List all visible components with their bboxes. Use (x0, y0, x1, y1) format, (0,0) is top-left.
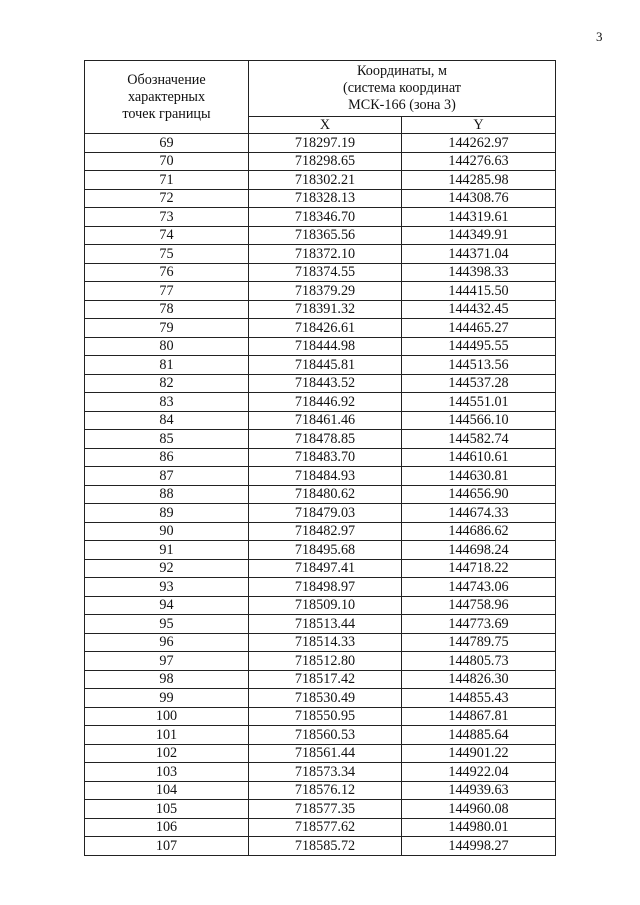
point-cell: 102 (85, 744, 249, 763)
y-coordinate-cell: 144998.27 (402, 837, 556, 856)
table-row (85, 263, 556, 282)
x-coordinate-cell: 718512.80 (249, 652, 402, 671)
x-coordinate-cell: 718509.10 (249, 596, 402, 615)
point-cell: 101 (85, 726, 249, 745)
table-row (85, 541, 556, 560)
point-header-line: точек границы (122, 105, 211, 122)
table-row (85, 134, 556, 153)
coords-header-line: МСК-166 (зона 3) (348, 97, 456, 113)
y-coordinate-cell: 144826.30 (402, 670, 556, 689)
table-row (85, 818, 556, 837)
point-cell: 100 (85, 707, 249, 726)
point-cell: 76 (85, 263, 249, 282)
y-coordinate-cell: 144432.45 (402, 300, 556, 319)
y-coordinate-cell: 144686.62 (402, 522, 556, 541)
table-row (85, 245, 556, 264)
x-coordinate-cell: 718560.53 (249, 726, 402, 745)
point-header-line: Обозначение (127, 71, 206, 88)
table-row (85, 300, 556, 319)
y-coordinate-cell: 144415.50 (402, 282, 556, 301)
y-coordinate-cell: 144371.04 (402, 245, 556, 264)
y-coordinate-cell: 144674.33 (402, 504, 556, 523)
y-coordinate-cell: 144630.81 (402, 467, 556, 486)
x-coordinate-cell: 718374.55 (249, 263, 402, 282)
x-coordinate-cell: 718446.92 (249, 393, 402, 412)
y-coordinate-cell: 144743.06 (402, 578, 556, 597)
x-coordinate-cell: 718561.44 (249, 744, 402, 763)
x-coordinate-cell: 718365.56 (249, 226, 402, 245)
table-row (85, 633, 556, 652)
table-row (85, 337, 556, 356)
point-cell: 98 (85, 670, 249, 689)
table-row (85, 596, 556, 615)
point-cell: 104 (85, 781, 249, 800)
x-coordinate-cell: 718298.65 (249, 152, 402, 171)
point-cell: 69 (85, 134, 249, 153)
table-row (85, 282, 556, 301)
table-row (85, 707, 556, 726)
table-row (85, 393, 556, 412)
table-row (85, 800, 556, 819)
y-coordinate-cell: 144262.97 (402, 134, 556, 153)
x-coordinate-cell: 718444.98 (249, 337, 402, 356)
point-cell: 92 (85, 559, 249, 578)
y-coordinate-cell: 144582.74 (402, 430, 556, 449)
point-cell: 85 (85, 430, 249, 449)
x-coordinate-cell: 718576.12 (249, 781, 402, 800)
y-coordinate-cell: 144939.63 (402, 781, 556, 800)
header-row-top (85, 61, 556, 117)
x-coordinate-cell: 718482.97 (249, 522, 402, 541)
y-coordinate-cell: 144276.63 (402, 152, 556, 171)
coordinates-group-header (249, 61, 556, 117)
point-cell: 86 (85, 448, 249, 467)
point-cell: 96 (85, 633, 249, 652)
x-coordinate-cell: 718372.10 (249, 245, 402, 264)
y-coordinate-cell: 144551.01 (402, 393, 556, 412)
table-row (85, 578, 556, 597)
x-coordinate-cell: 718573.34 (249, 763, 402, 782)
y-coordinate-cell: 144855.43 (402, 689, 556, 708)
point-cell: 97 (85, 652, 249, 671)
point-designation-header (85, 61, 249, 134)
point-cell: 105 (85, 800, 249, 819)
table-row (85, 522, 556, 541)
coordinates-table (84, 60, 556, 856)
table-row (85, 411, 556, 430)
table-row (85, 152, 556, 171)
y-coordinate-cell: 144537.28 (402, 374, 556, 393)
table-row (85, 226, 556, 245)
y-coordinate-cell: 144398.33 (402, 263, 556, 282)
x-coordinate-cell: 718443.52 (249, 374, 402, 393)
point-cell: 81 (85, 356, 249, 375)
x-coordinate-cell: 718302.21 (249, 171, 402, 190)
table-row (85, 504, 556, 523)
x-coordinate-cell: 718328.13 (249, 189, 402, 208)
x-coordinate-cell: 718577.62 (249, 818, 402, 837)
coords-header-line: (система координат (343, 80, 461, 96)
point-cell: 87 (85, 467, 249, 486)
x-coordinate-cell: 718445.81 (249, 356, 402, 375)
x-coordinate-cell: 718484.93 (249, 467, 402, 486)
y-coordinate-cell: 144805.73 (402, 652, 556, 671)
y-coordinate-cell: 144980.01 (402, 818, 556, 837)
y-column-header: Y (402, 117, 556, 134)
table-row (85, 744, 556, 763)
table-row (85, 670, 556, 689)
point-cell: 80 (85, 337, 249, 356)
coords-header-line: Координаты, м (357, 63, 447, 79)
table-row (85, 430, 556, 449)
y-coordinate-cell: 144885.64 (402, 726, 556, 745)
y-coordinate-cell: 144867.81 (402, 707, 556, 726)
table-header (85, 61, 556, 134)
point-cell: 71 (85, 171, 249, 190)
y-coordinate-cell: 144319.61 (402, 208, 556, 227)
y-coordinate-cell: 144285.98 (402, 171, 556, 190)
point-cell: 82 (85, 374, 249, 393)
table-row (85, 763, 556, 782)
table-row (85, 208, 556, 227)
x-coordinate-cell: 718550.95 (249, 707, 402, 726)
x-coordinate-cell: 718297.19 (249, 134, 402, 153)
y-coordinate-cell: 144349.91 (402, 226, 556, 245)
table-row (85, 837, 556, 856)
y-coordinate-cell: 144773.69 (402, 615, 556, 634)
point-cell: 75 (85, 245, 249, 264)
x-coordinate-cell: 718478.85 (249, 430, 402, 449)
y-coordinate-cell: 144922.04 (402, 763, 556, 782)
point-cell: 88 (85, 485, 249, 504)
table-row (85, 189, 556, 208)
table-row (85, 485, 556, 504)
point-cell: 99 (85, 689, 249, 708)
table-row (85, 689, 556, 708)
point-cell: 89 (85, 504, 249, 523)
point-cell: 90 (85, 522, 249, 541)
table-row (85, 356, 556, 375)
y-coordinate-cell: 144718.22 (402, 559, 556, 578)
point-cell: 74 (85, 226, 249, 245)
x-coordinate-cell: 718346.70 (249, 208, 402, 227)
table-body (85, 134, 556, 856)
x-coordinate-cell: 718517.42 (249, 670, 402, 689)
point-cell: 106 (85, 818, 249, 837)
table-row (85, 559, 556, 578)
y-coordinate-cell: 144698.24 (402, 541, 556, 560)
y-coordinate-cell: 144495.55 (402, 337, 556, 356)
y-coordinate-cell: 144566.10 (402, 411, 556, 430)
point-cell: 72 (85, 189, 249, 208)
table-row (85, 171, 556, 190)
point-cell: 77 (85, 282, 249, 301)
x-coordinate-cell: 718480.62 (249, 485, 402, 504)
point-cell: 70 (85, 152, 249, 171)
table-row (85, 374, 556, 393)
table-row (85, 726, 556, 745)
x-coordinate-cell: 718379.29 (249, 282, 402, 301)
point-cell: 95 (85, 615, 249, 634)
y-coordinate-cell: 144758.96 (402, 596, 556, 615)
y-coordinate-cell: 144308.76 (402, 189, 556, 208)
table-row (85, 615, 556, 634)
x-coordinate-cell: 718513.44 (249, 615, 402, 634)
point-cell: 79 (85, 319, 249, 338)
point-cell: 73 (85, 208, 249, 227)
x-coordinate-cell: 718514.33 (249, 633, 402, 652)
table-row (85, 652, 556, 671)
x-coordinate-cell: 718461.46 (249, 411, 402, 430)
x-coordinate-cell: 718497.41 (249, 559, 402, 578)
point-cell: 103 (85, 763, 249, 782)
table-row (85, 319, 556, 338)
point-cell: 83 (85, 393, 249, 412)
y-coordinate-cell: 144513.56 (402, 356, 556, 375)
x-coordinate-cell: 718479.03 (249, 504, 402, 523)
table-row (85, 448, 556, 467)
x-coordinate-cell: 718530.49 (249, 689, 402, 708)
y-coordinate-cell: 144901.22 (402, 744, 556, 763)
x-coordinate-cell: 718577.35 (249, 800, 402, 819)
point-cell: 84 (85, 411, 249, 430)
y-coordinate-cell: 144789.75 (402, 633, 556, 652)
table-row (85, 467, 556, 486)
table-row (85, 781, 556, 800)
point-cell: 93 (85, 578, 249, 597)
x-coordinate-cell: 718498.97 (249, 578, 402, 597)
point-cell: 91 (85, 541, 249, 560)
x-coordinate-cell: 718426.61 (249, 319, 402, 338)
x-coordinate-cell: 718495.68 (249, 541, 402, 560)
y-coordinate-cell: 144610.61 (402, 448, 556, 467)
y-coordinate-cell: 144465.27 (402, 319, 556, 338)
x-coordinate-cell: 718483.70 (249, 448, 402, 467)
point-cell: 94 (85, 596, 249, 615)
y-coordinate-cell: 144960.08 (402, 800, 556, 819)
page-number: 3 (596, 29, 603, 44)
point-cell: 107 (85, 837, 249, 856)
point-header-line: характерных (127, 88, 206, 105)
x-coordinate-cell: 718391.32 (249, 300, 402, 319)
point-cell: 78 (85, 300, 249, 319)
x-column-header: X (249, 117, 402, 134)
y-coordinate-cell: 144656.90 (402, 485, 556, 504)
x-coordinate-cell: 718585.72 (249, 837, 402, 856)
